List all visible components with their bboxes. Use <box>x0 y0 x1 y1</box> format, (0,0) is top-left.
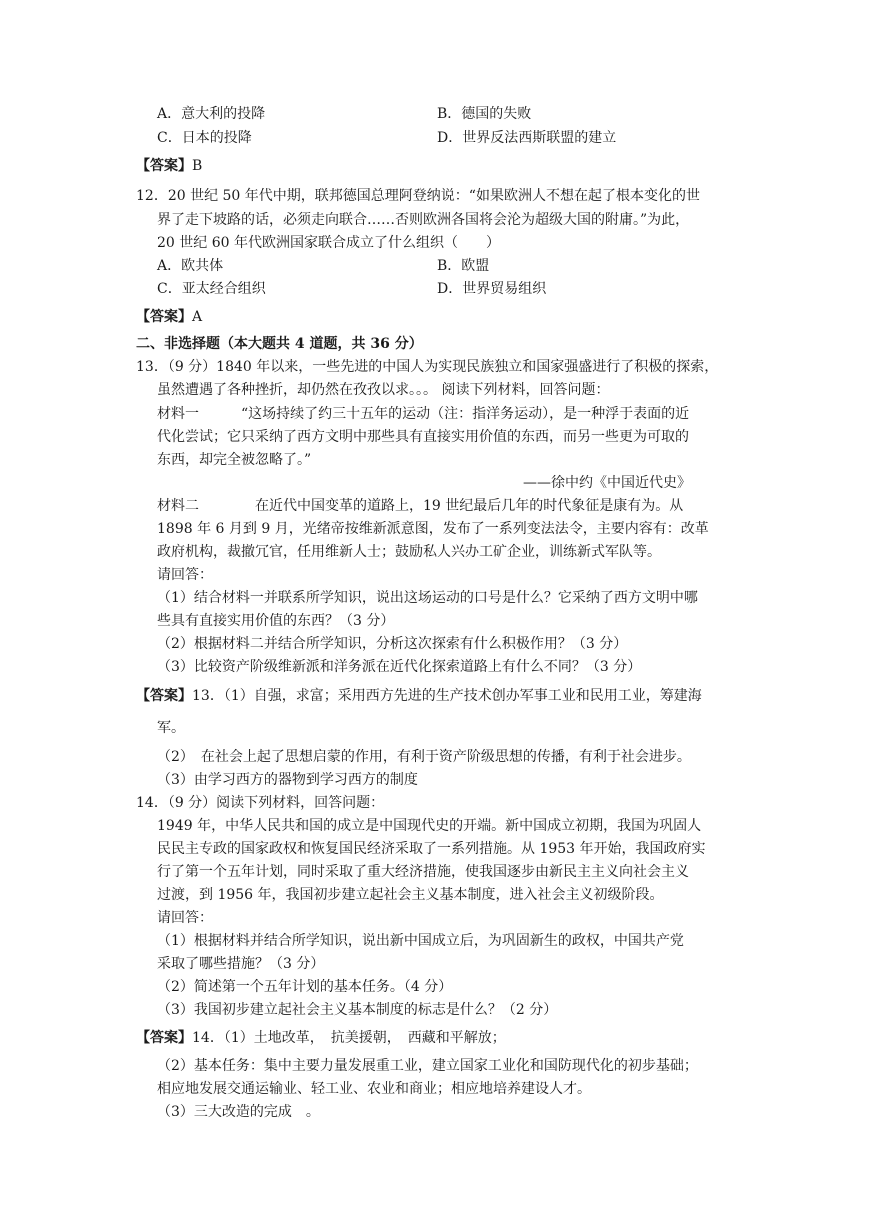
q13-material-1-line-1: 材料一 “这场持续了约三十五年的运动（注：指洋务运动），是一种浮于表面的近 <box>157 406 690 422</box>
q14-material-line-2: 民民主专政的国家政权和恢复国民经济采取了一系列措施。从 1953 年开始，我国政府实 <box>157 841 706 857</box>
q11-option-d: D．世界反法西斯联盟的建立 <box>437 130 617 146</box>
answer-label: 【答案】 <box>136 158 192 174</box>
section-heading: 二、非选择题（本大题共 4 道题，共 36 分） <box>136 336 423 352</box>
q14-answer-2-line-2: 相应地发展交通运输业、轻工业、农业和商业；相应地培养建设人才。 <box>157 1081 591 1097</box>
q11-option-c: C．日本的投降 <box>157 130 252 146</box>
q12-option-a: A．欧共体 <box>157 258 224 274</box>
q13-answer-2: （2） 在社会上起了思想启蒙的作用，有利于资产阶级思想的传播，有利于社会进步。 <box>157 749 691 765</box>
q13-material-1-line-2: 代化尝试；它只采纳了西方文明中那些具有直接实用价值的东西，而另一些更为可取的 <box>157 429 689 445</box>
q13-prompt: 请回答： <box>157 567 213 583</box>
q13-sub-question-3: （3）比较资产阶级维新派和洋务派在近代化探索道路上有什么不同？（3 分） <box>157 659 642 675</box>
q13-stem-line-1: 13．（9 分）1840 年以来，一些先进的中国人为实现民族独立和国家强盛进行了积极的探索， <box>136 359 719 375</box>
q13-material-1-source: ——徐中约《中国近代史》 <box>523 475 691 491</box>
q14-answer-3: （3）三大改造的完成 。 <box>157 1104 320 1120</box>
q14-sub-question-3: （3）我国初步建立起社会主义基本制度的标志是什么？（2 分） <box>157 1002 558 1018</box>
q12-option-c: C．亚太经合组织 <box>157 281 266 297</box>
q13-sub-question-1-line-1: （1）结合材料一并联系所学知识，说出这场运动的口号是什么？它采纳了西方文明中哪 <box>157 590 698 606</box>
q12-stem-line-3: 20 世纪 60 年代欧洲国家联合成立了什么组织（ ） <box>157 235 500 251</box>
q12-option-d: D．世界贸易组织 <box>437 281 547 297</box>
q12-answer <box>136 307 202 327</box>
q12-option-b: B．欧盟 <box>437 258 490 274</box>
q13-stem-line-2: 虽然遭遇了各种挫折，却仍然在孜孜以求。。。 阅读下列材料，回答问题： <box>157 382 610 398</box>
answer-value: B <box>192 158 203 174</box>
q14-material-line-4: 过渡，到 1956 年，我国初步建立起社会主义基本制度，进入社会主义初级阶段。 <box>157 887 664 903</box>
q14-material-line-3: 行了第一个五年计划，同时采取了重大经济措施，使我国逐步由新民主主义向社会主义 <box>157 864 689 880</box>
q13-sub-question-1-line-2: 些具有直接实用价值的东西？（3 分） <box>157 613 395 629</box>
q14-answer-2-line-1: （2）基本任务：集中主要力量发展重工业，建立国家工业化和国防现代化的初步基础； <box>157 1058 698 1074</box>
q14-sub-question-2: （2）简述第一个五年计划的基本任务。（4 分） <box>157 979 453 995</box>
answer-label: 【答案】 <box>136 688 192 704</box>
q13-answer-line-1 <box>136 686 702 706</box>
answer-label: 【答案】 <box>136 309 192 325</box>
q13-material-2-line-1: 材料二 在近代中国变革的道路上，19 世纪最后几年的时代象征是康有为。从 <box>157 498 684 514</box>
q11-answer <box>136 156 202 176</box>
answer-text: 14．（1）土地改革， 抗美援朝， 西藏和平解放； <box>192 1030 506 1046</box>
q11-option-b: B．德国的失败 <box>437 106 532 122</box>
q12-stem-line-2: 界了走下坡路的话，必须走向联合……否则欧洲各国将会沦为超级大国的附庸。”为此， <box>157 212 690 228</box>
q13-answer-3: （3）由学习西方的器物到学习西方的制度 <box>157 772 418 788</box>
q14-sub-question-1-line-1: （1）根据材料并结合所学知识，说出新中国成立后，为巩固新生的政权，中国共产党 <box>157 933 684 949</box>
answer-text: 13．（1）自强，求富；采用西方先进的生产技术创办军事工业和民用工业，筹建海 <box>192 688 702 704</box>
q14-stem: 14．（9 分）阅读下列材料，回答问题： <box>136 795 385 811</box>
q13-answer-line-2: 军。 <box>157 720 185 736</box>
q11-option-a: A．意大利的投降 <box>157 106 266 122</box>
q14-material-line-1: 1949 年，中华人民共和国的成立是中国现代史的开端。新中国成立初期，我国为巩固人 <box>157 818 702 834</box>
answer-value: A <box>192 309 203 325</box>
q14-prompt: 请回答： <box>157 910 213 926</box>
q13-sub-question-2: （2）根据材料二并结合所学知识，分析这次探索有什么积极作用？（3 分） <box>157 636 628 652</box>
q13-material-2-line-2: 1898 年 6 月到 9 月，光绪帝按维新派意图，发布了一系列变法法令，主要内容有：改革 <box>157 521 709 537</box>
answer-label: 【答案】 <box>136 1030 192 1046</box>
q13-material-2-line-3: 政府机构，裁撤冗官，任用维新人士；鼓励私人兴办工矿企业，训练新式军队等。 <box>157 544 661 560</box>
q13-material-1-line-3: 东西，却完全被忽略了。” <box>157 452 312 468</box>
q12-stem-line-1: 12．20 世纪 50 年代中期，联邦德国总理阿登纳说：“如果欧洲人不想在起了根本变化的世 <box>136 188 700 204</box>
q14-sub-question-1-line-2: 采取了哪些措施？（3 分） <box>157 956 325 972</box>
q14-answer-line-1 <box>136 1028 506 1048</box>
